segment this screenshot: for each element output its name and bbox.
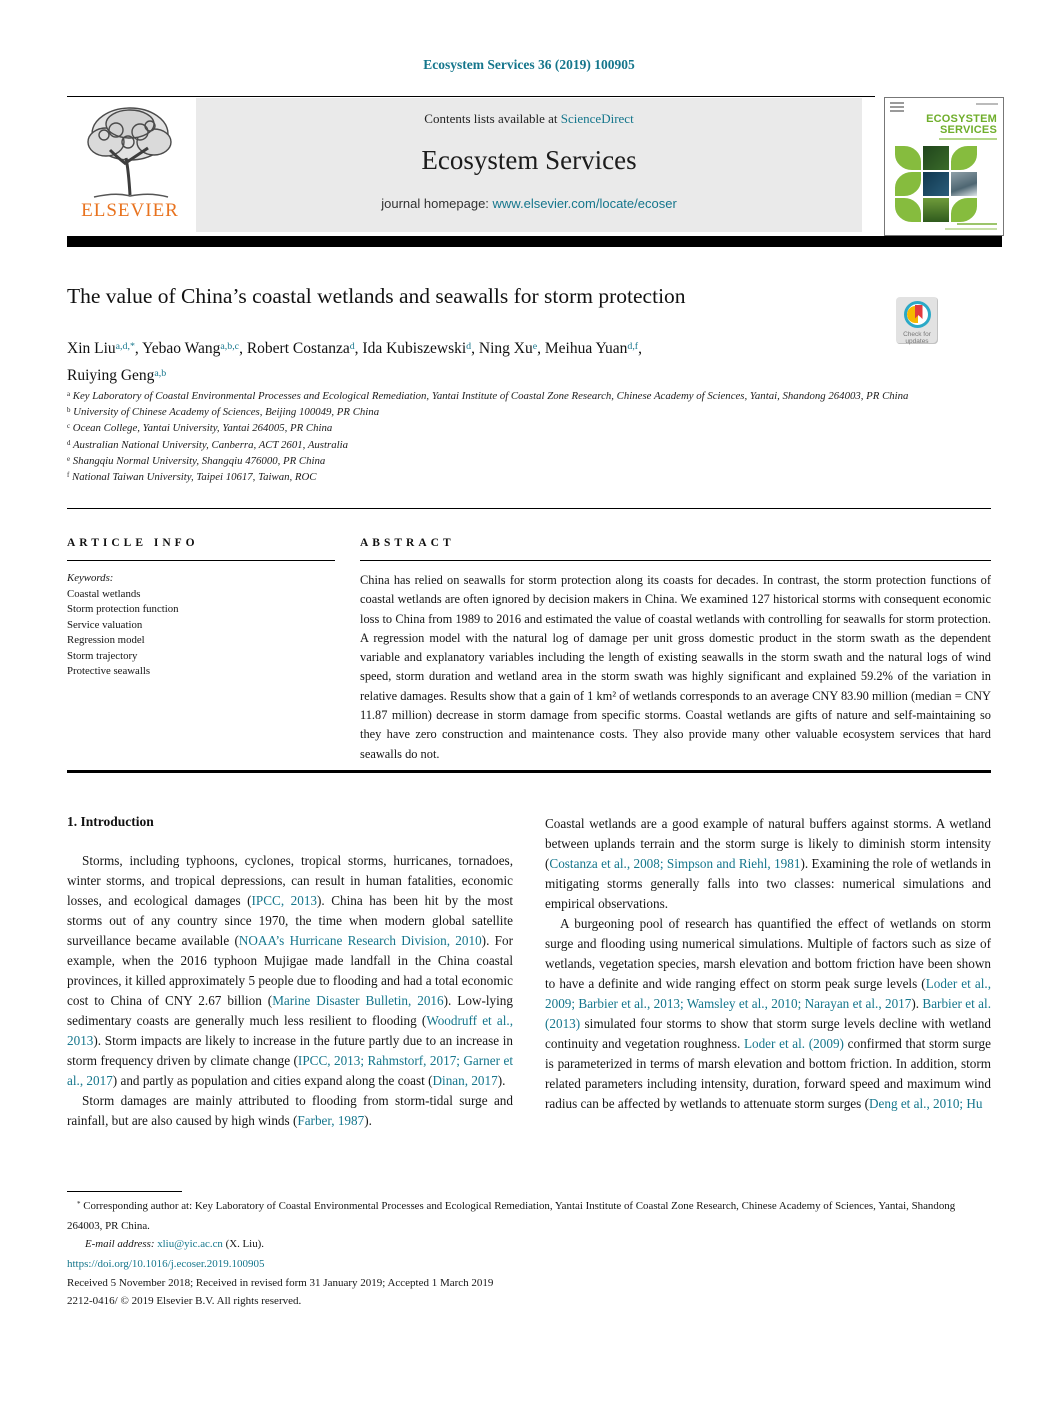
- elsevier-wordmark: ELSEVIER: [81, 200, 179, 221]
- cover-photo: [951, 172, 977, 196]
- citation-link[interactable]: Barbier et al. (2013): [545, 996, 991, 1031]
- affiliation-text: Australian National University, Canberra, ACT 2601, Australia: [70, 438, 349, 451]
- header-top-rule: [67, 96, 875, 97]
- text-run: Ruiying Geng: [67, 367, 155, 384]
- author-list: [67, 336, 887, 390]
- footnote-rule: [67, 1191, 182, 1192]
- citation-link[interactable]: d: [349, 340, 355, 352]
- sciencedirect-link[interactable]: ScienceDirect: [560, 111, 634, 126]
- affiliation-marker: f: [67, 471, 70, 479]
- cover-leaf: [895, 146, 921, 170]
- text-run: Yebao Wang: [142, 340, 221, 357]
- abstract-text: China has relied on seawalls for storm protection along its coasts for decades. In contrast, the storm protection functions of coastal wetlands are often ignored by decision makers in China. We examined 127 historical storms with consequent economic loss to China from 1989 to 2016 and estimated the value of coastal wetlands with controlling for seawalls for storm protection. A regression model with the natural log of damage per unit gross domestic product in the storm swath as the dependent variable and explanatory variables including the length of existing seawalls in the storm swath and the natural logs of wind speed, storm duration and wetland area in the storm swath was highly significant and explained 59.2% of the variation in relative damages. Results show that a gain of 1 km² of wetlands corresponds to an average CNY 83.90 million (median = CNY 11.87 million) decrease in storm damage from specific storms. Coastal wetlands are gifts of nature and self-maintaining so they have zero construction and maintenance costs. They also provide many other valuable ecosystem services that hard seawalls do not.: [360, 573, 991, 761]
- citation-link[interactable]: Loder et al. (2009): [743, 1036, 844, 1051]
- text-run: confirmed that storm surge is parameterized in terms of marsh elevation and bottom friction. In addition, storm related parameters including intensity, duration, forward speed and maximum wind radius can be affected by wetlands to attenuate storm surges (: [545, 1036, 991, 1111]
- cover-leaf: [951, 146, 977, 170]
- text-run: *: [77, 1199, 81, 1208]
- affiliation-text: Shangqiu Normal University, Shangqiu 476000, PR China: [70, 454, 326, 467]
- abstract-section: [360, 537, 991, 764]
- text-run: ) and partly as population and cities expand along the coast (: [112, 1073, 433, 1088]
- abstract-rule: [360, 560, 991, 561]
- crossmark-icon: [904, 301, 931, 328]
- doi-link[interactable]: https://doi.org/10.1016/j.ecoser.2019.100905: [67, 1258, 265, 1270]
- text-run: ). For example, when the 2016 typhoon Mujigae made landfall in the China coastal provinces, it killed approximately 5 people due to flooding and had a total economic cost to China of CNY 2.67 billion (: [67, 933, 513, 1008]
- check-for-updates-badge[interactable]: [896, 297, 938, 344]
- footnotes: [67, 1197, 991, 1254]
- article-info-heading: ARTICLE INFO: [67, 537, 199, 549]
- text-run: simulated four storms to show that storm surge levels decline with wetland continuity and vegetation roughness.: [545, 1016, 991, 1051]
- keyword-item: Regression model: [67, 634, 145, 646]
- paragraph: [545, 814, 991, 914]
- affiliation-marker: b: [67, 407, 71, 415]
- text-run: ).: [364, 1113, 372, 1128]
- paragraph: [545, 914, 991, 1114]
- text-run: Coastal wetlands are a good example of natural buffers against storms. A wetland between uplands terrain and the storm surge is likely to diminish storm intensity (: [545, 816, 991, 871]
- affiliation-text: University of Chinese Academy of Sciences, Beijing 100049, PR China: [70, 406, 380, 419]
- affiliation-list: [67, 389, 967, 486]
- cover-leaf: [895, 198, 921, 222]
- text-run: ). Examining the role of wetlands in mitigating storms generally falls into two classes: numerical simulations and empirical observations.: [545, 856, 991, 911]
- cover-bottom-decoration: [957, 223, 997, 225]
- section-divider: [67, 508, 991, 509]
- citation-link[interactable]: a,b: [154, 367, 167, 379]
- text-run: A burgeoning pool of research has quantified the effect of wetlands on storm surge and flooding using numerical simulations. Multiple of factors such as size of wetlands, vegetation species, marsh elevation and bottom friction have been shown to have a definite and wide ranging effect on storm peak surge levels (: [545, 916, 991, 991]
- cover-photo: [923, 146, 949, 170]
- body-column-right: [545, 814, 991, 1114]
- check-for-updates-label: Check for updates: [903, 331, 931, 345]
- affiliation-item: [67, 389, 967, 405]
- paragraph: [67, 1091, 513, 1131]
- introduction-heading: 1. Introduction: [67, 814, 154, 829]
- affiliation-marker: e: [67, 455, 71, 463]
- text-run: Ida Kubiszewski: [362, 340, 467, 357]
- text-run: ,: [471, 340, 479, 357]
- text-run: Ning Xu: [478, 340, 533, 357]
- citation-link[interactable]: a,d,*: [115, 340, 135, 352]
- text-run: (X. Liu).: [222, 1238, 265, 1250]
- text-run: ). China has been hit by the most storms out of any country since 1970, the time when modern global satellite surveillance became available (: [67, 893, 513, 948]
- citation-link[interactable]: Marine Disaster Bulletin, 2016: [272, 993, 444, 1008]
- paragraph: [67, 851, 513, 1091]
- affiliation-item: [67, 470, 967, 486]
- affiliation-item: [67, 421, 967, 437]
- affiliation-item: [67, 454, 967, 470]
- text-run: ).: [497, 1073, 506, 1088]
- cover-leaf: [895, 172, 921, 196]
- citation-link[interactable]: Deng et al., 2010; Hu: [868, 1096, 983, 1111]
- text-run: ,: [134, 340, 143, 357]
- masthead-bottom-bar: [67, 236, 1002, 247]
- affiliation-text: National Taiwan University, Taipei 10617, Taiwan, ROC: [69, 471, 317, 484]
- text-run: Meihua Yuan: [544, 340, 628, 357]
- keyword-item: Protective seawalls: [67, 665, 151, 677]
- keyword-item: Storm protection function: [67, 603, 179, 615]
- homepage-prefix: journal homepage:: [381, 196, 493, 211]
- cover-journal-title: ECOSYSTEM SERVICES: [926, 113, 997, 136]
- journal-cover-thumbnail: [884, 97, 1004, 236]
- journal-masthead: [196, 98, 862, 232]
- affiliation-text: Key Laboratory of Coastal Environmental Processes and Ecological Remediation, Yantai Institute of Coastal Zone Research, Chinese Academy of Sciences, Yantai, Shandong 264003, PR China: [70, 390, 909, 402]
- text-run: ). Storm impacts are likely to increase in the future partly due to an increase in storm frequency driven by climate change (: [67, 1033, 513, 1068]
- text-run: Robert Costanza: [246, 340, 350, 357]
- cover-bottom-decoration: [945, 228, 997, 230]
- keyword-item: Service valuation: [67, 618, 143, 631]
- keyword-item: Storm trajectory: [67, 649, 138, 662]
- abstract-heading: ABSTRACT: [360, 537, 455, 549]
- cover-top-decoration: [976, 103, 998, 105]
- text-run: ,: [537, 340, 545, 357]
- affiliation-item: [67, 405, 967, 421]
- cover-leaf: [951, 198, 977, 222]
- abstract-bottom-rule: [67, 770, 991, 773]
- citation-link[interactable]: Woodruff et al., 2013: [67, 1013, 513, 1048]
- text-run: ,: [239, 340, 247, 357]
- citation-link[interactable]: Loder et al., 2009; Barbier et al., 2013; Wamsley et al., 2010; Narayan et al., 2017: [545, 976, 992, 1011]
- citation-link[interactable]: d: [466, 340, 472, 352]
- affiliation-item: [67, 438, 967, 454]
- text-run: ). Low-lying sedimentary coasts are generally much less resilient to flooding (: [67, 993, 513, 1028]
- contents-line: [196, 111, 862, 127]
- elsevier-tree-icon: [76, 102, 184, 202]
- article-info-rule: [67, 560, 335, 561]
- citation-link[interactable]: Farber, 1987: [297, 1113, 365, 1128]
- cover-photo: [923, 198, 949, 222]
- homepage-link[interactable]: www.elsevier.com/locate/ecoser: [492, 196, 677, 211]
- article-title: The value of China’s coastal wetlands and seawalls for storm protection: [67, 284, 686, 308]
- keywords-list: [67, 587, 335, 680]
- email-line: [67, 1235, 991, 1254]
- citation-link[interactable]: d,f: [627, 340, 639, 352]
- text-run: Xin Liu: [67, 340, 116, 357]
- citation-link[interactable]: IPCC, 2013; Rahmstorf, 2017; Garner et al., 2017: [67, 1053, 513, 1088]
- body-column-left: [67, 814, 513, 1131]
- citation-link[interactable]: e: [532, 340, 538, 352]
- text-run: Corresponding author at: Key Laboratory of Coastal Environmental Processes and Ecological Remediation, Yantai Institute of Coastal Zone Research, Chinese Academy of Sciences, Yantai, Shandong 264003, PR China.: [67, 1200, 956, 1232]
- homepage-line: [196, 196, 862, 211]
- affiliation-marker: c: [67, 423, 71, 431]
- contents-prefix: Contents lists available at: [424, 111, 561, 126]
- journal-title: Ecosystem Services: [421, 145, 637, 175]
- text-run: Storms, including typhoons, cyclones, tropical storms, hurricanes, tornadoes, winter storms, and tropical depressions, can result in human fatalities, economic losses, and ecological damages (: [67, 853, 513, 908]
- keyword-item: Coastal wetlands: [67, 587, 141, 600]
- cover-photo: [923, 172, 949, 196]
- citation-link[interactable]: Costanza et al., 2008; Simpson and Riehl, 1981: [549, 856, 801, 871]
- corresponding-author-note: [67, 1197, 991, 1235]
- citation-link[interactable]: IPCC, 2013: [251, 893, 318, 908]
- received-dates: Received 5 November 2018; Received in revised form 31 January 2019; Accepted 1 March 2019: [67, 1277, 494, 1289]
- affiliation-marker: d: [67, 439, 71, 447]
- issn-copyright-line: 2212-0416/ © 2019 Elsevier B.V. All rights reserved.: [67, 1295, 302, 1307]
- citation-link[interactable]: a,b,c: [220, 340, 240, 352]
- cover-publisher-mark: [890, 102, 904, 114]
- citation-link[interactable]: xliu@yic.ac.cn: [157, 1238, 223, 1250]
- keywords-label: Keywords:: [67, 572, 114, 584]
- citation-link[interactable]: Dinan, 2017: [432, 1073, 498, 1088]
- text-run: ).: [911, 996, 923, 1011]
- citation-link[interactable]: NOAA’s Hurricane Research Division, 2010: [238, 933, 482, 948]
- journal-citation: Ecosystem Services 36 (2019) 100905: [423, 57, 635, 72]
- text-run: ,: [638, 340, 642, 357]
- text-run: ,: [354, 340, 363, 357]
- elsevier-logo: [67, 102, 193, 230]
- cover-art-grid: [895, 146, 979, 224]
- cover-subtitle-bar: [939, 138, 997, 140]
- affiliation-marker: a: [67, 390, 71, 398]
- text-run: Storm damages are mainly attributed to flooding from storm-tidal surge and rainfall, but are also caused by high winds (: [67, 1093, 513, 1128]
- text-run: E-mail address:: [85, 1238, 158, 1250]
- affiliation-text: Ocean College, Yantai University, Yantai 264005, PR China: [70, 422, 333, 435]
- article-info-section: [67, 537, 335, 680]
